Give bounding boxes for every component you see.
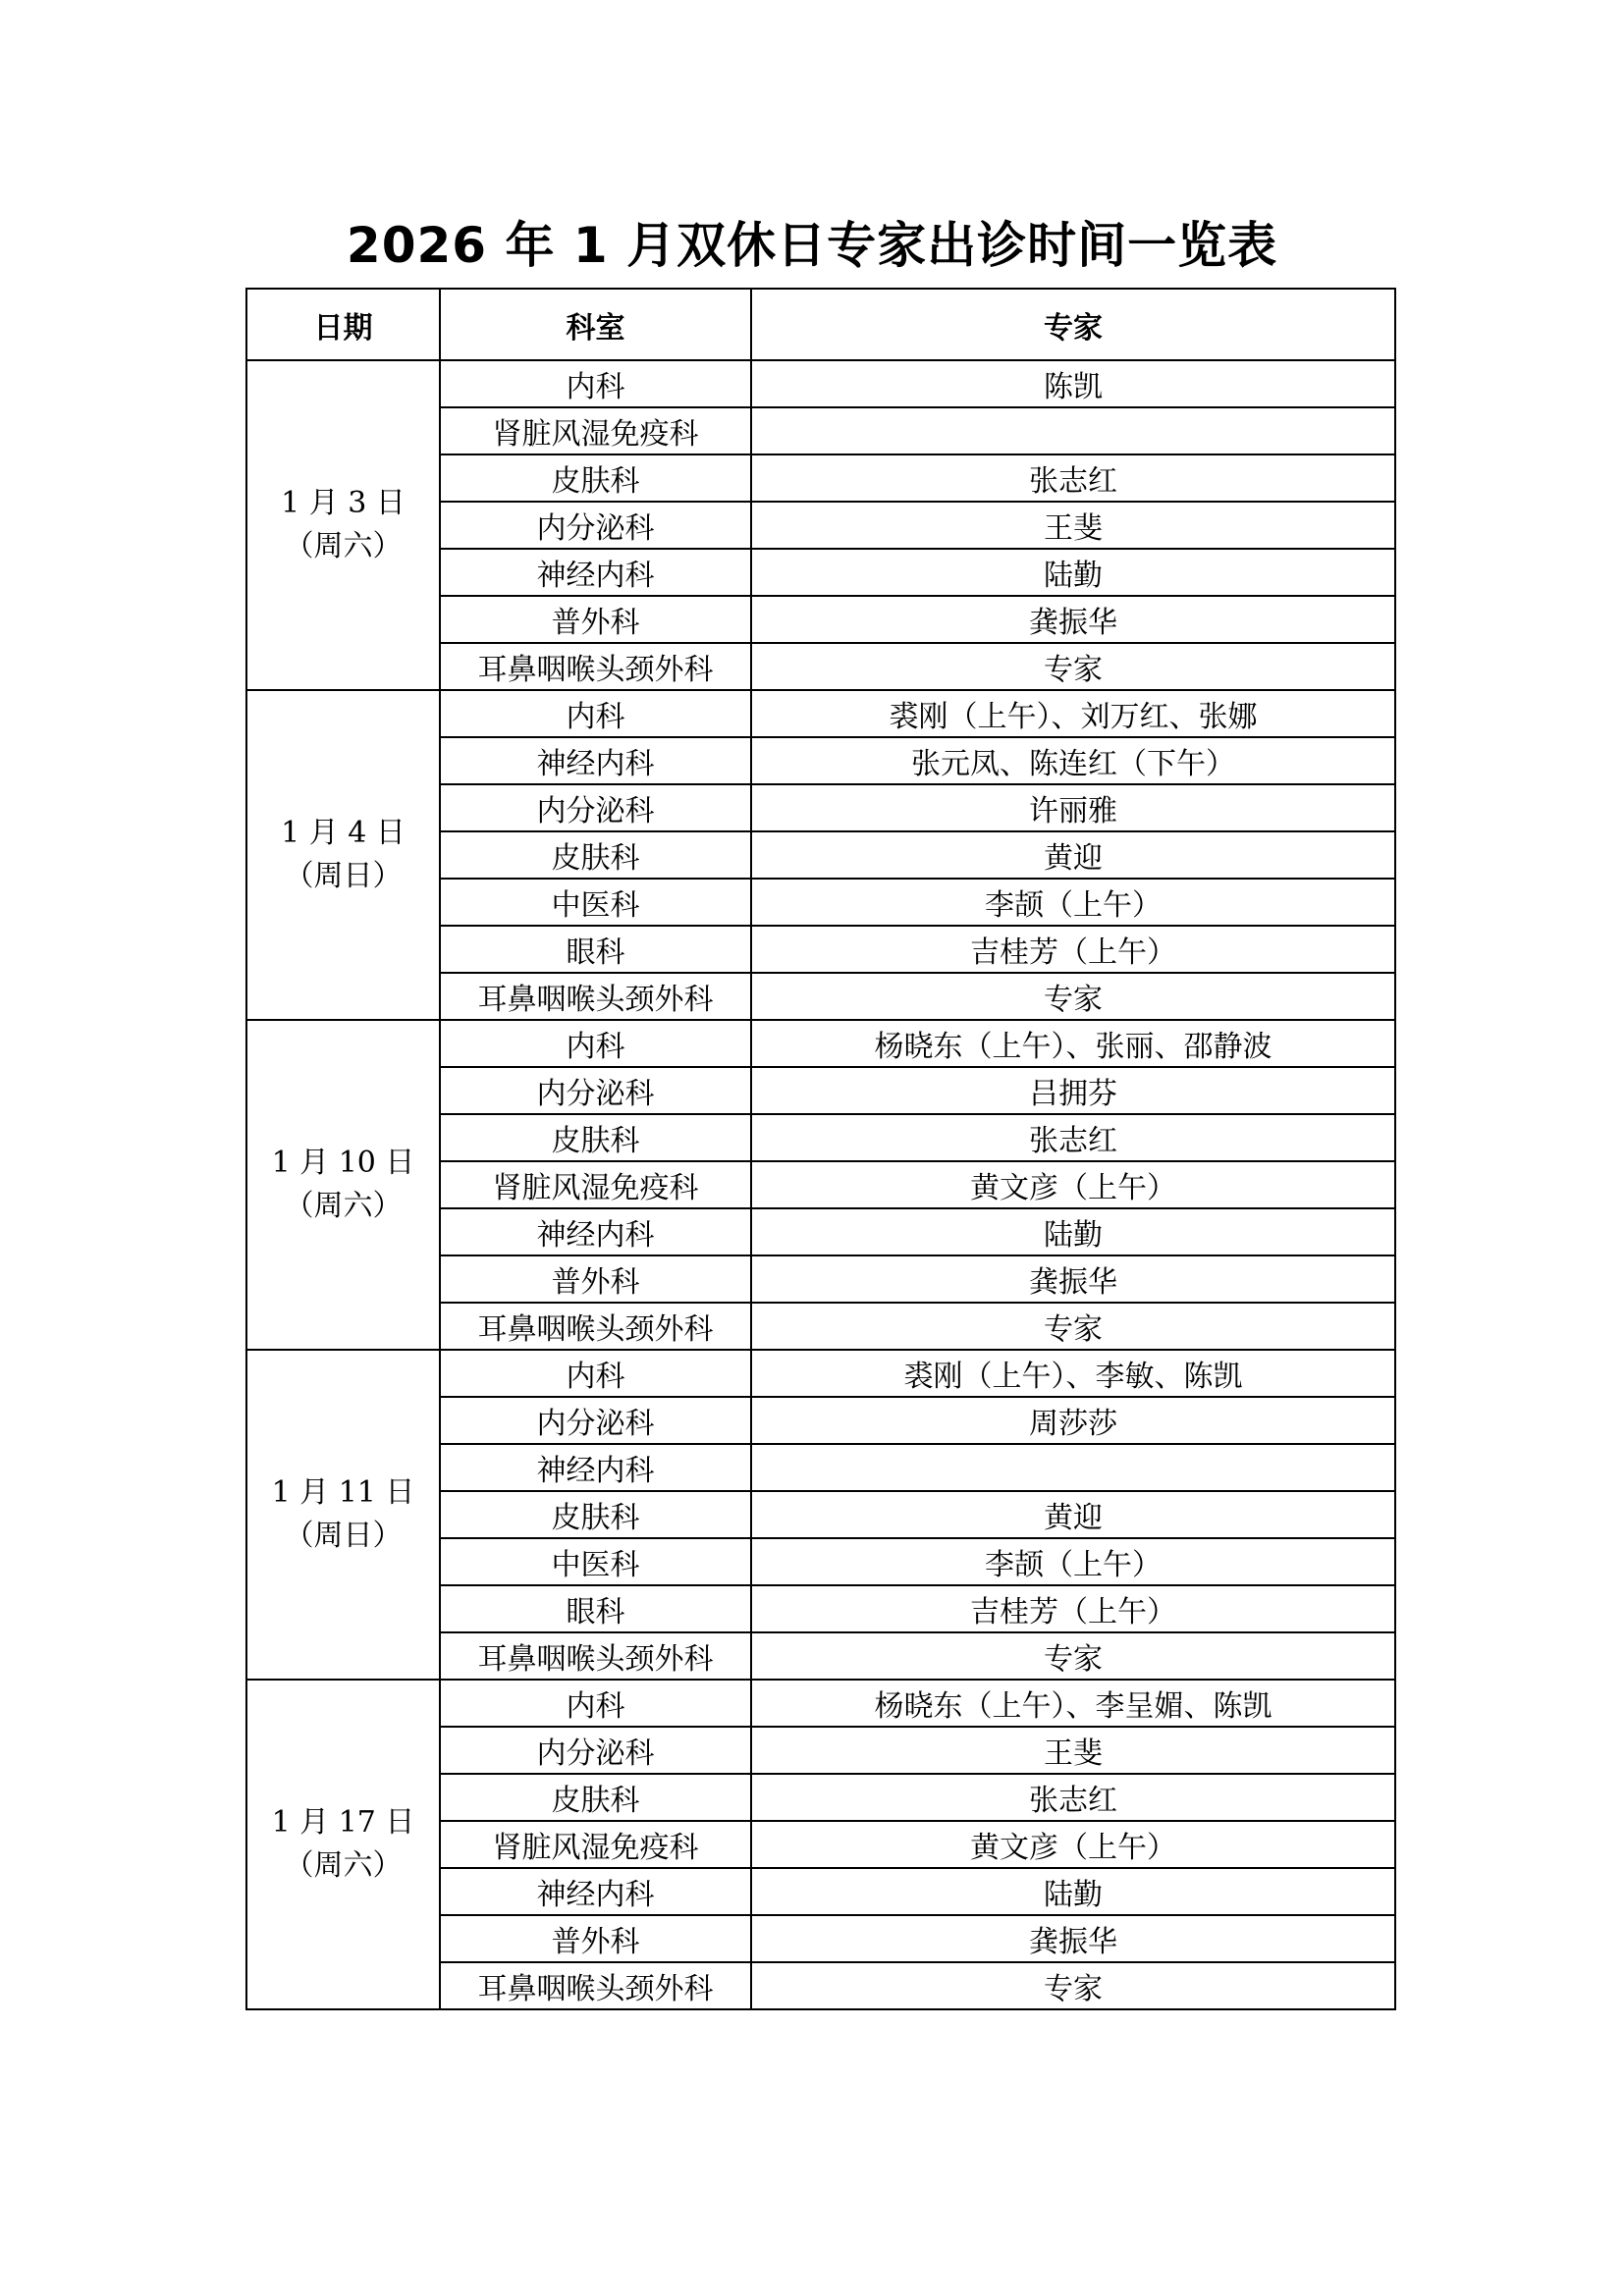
- department-cell: 皮肤科: [440, 454, 751, 502]
- expert-cell: 黄文彦（上午）: [751, 1821, 1395, 1868]
- table-row: [246, 1680, 1395, 1727]
- weekday-label: （周六）: [284, 529, 403, 563]
- table-header-row: [246, 289, 1395, 360]
- department-cell: 内分泌科: [440, 784, 751, 831]
- date-cell: [246, 1350, 440, 1680]
- expert-cell: 杨晓东（上午）、张丽、邵静波: [751, 1020, 1395, 1067]
- department-cell: 耳鼻咽喉头颈外科: [440, 1303, 751, 1350]
- department-cell: 耳鼻咽喉头颈外科: [440, 1632, 751, 1680]
- expert-cell: 吉桂芳（上午）: [751, 1585, 1395, 1632]
- department-cell: 皮肤科: [440, 831, 751, 879]
- department-cell: 神经内科: [440, 1868, 751, 1915]
- department-cell: 耳鼻咽喉头颈外科: [440, 643, 751, 690]
- department-cell: 耳鼻咽喉头颈外科: [440, 1962, 751, 2009]
- expert-cell: 龚振华: [751, 1255, 1395, 1303]
- department-cell: 眼科: [440, 926, 751, 973]
- department-cell: 中医科: [440, 879, 751, 926]
- department-cell: 神经内科: [440, 737, 751, 784]
- expert-cell: [751, 407, 1395, 454]
- expert-cell: 黄文彦（上午）: [751, 1161, 1395, 1208]
- expert-cell: 王斐: [751, 1727, 1395, 1774]
- date-label: 1 月 11 日: [271, 1475, 415, 1510]
- department-cell: 肾脏风湿免疫科: [440, 1821, 751, 1868]
- weekday-label: （周六）: [284, 1848, 403, 1883]
- expert-cell: 张元凤、陈连红（下午）: [751, 737, 1395, 784]
- department-cell: 普外科: [440, 1255, 751, 1303]
- table-row: [246, 360, 1395, 407]
- expert-cell: 吕拥芬: [751, 1067, 1395, 1114]
- expert-cell: 龚振华: [751, 1915, 1395, 1962]
- department-cell: 神经内科: [440, 1444, 751, 1491]
- table-row: [246, 1350, 1395, 1397]
- department-cell: 眼科: [440, 1585, 751, 1632]
- department-cell: 皮肤科: [440, 1491, 751, 1538]
- expert-cell: 裘刚（上午）、刘万红、张娜: [751, 690, 1395, 737]
- expert-cell: 黄迎: [751, 831, 1395, 879]
- department-cell: 内分泌科: [440, 1397, 751, 1444]
- expert-cell: 黄迎: [751, 1491, 1395, 1538]
- date-cell: [246, 690, 440, 1020]
- table-row: [246, 1020, 1395, 1067]
- department-cell: 内分泌科: [440, 502, 751, 549]
- department-cell: 内分泌科: [440, 1067, 751, 1114]
- date-cell: [246, 1020, 440, 1350]
- department-cell: 普外科: [440, 1915, 751, 1962]
- date-label: 1 月 4 日: [281, 816, 406, 850]
- date-label: 1 月 10 日: [271, 1146, 415, 1180]
- department-cell: 内科: [440, 1680, 751, 1727]
- department-cell: 肾脏风湿免疫科: [440, 407, 751, 454]
- table-row: [246, 690, 1395, 737]
- department-cell: 内科: [440, 1350, 751, 1397]
- expert-cell: 张志红: [751, 454, 1395, 502]
- expert-cell: 李颉（上午）: [751, 879, 1395, 926]
- date-label: 1 月 17 日: [271, 1805, 415, 1840]
- expert-cell: 专家: [751, 973, 1395, 1020]
- department-cell: 普外科: [440, 596, 751, 643]
- schedule-body: [246, 360, 1395, 2009]
- department-cell: 皮肤科: [440, 1114, 751, 1161]
- expert-cell: 陆勤: [751, 1868, 1395, 1915]
- expert-cell: 许丽雅: [751, 784, 1395, 831]
- expert-cell: 王斐: [751, 502, 1395, 549]
- header-department: 科室: [440, 289, 751, 360]
- department-cell: 肾脏风湿免疫科: [440, 1161, 751, 1208]
- header-expert: 专家: [751, 289, 1395, 360]
- expert-cell: 专家: [751, 643, 1395, 690]
- weekday-label: （周日）: [284, 859, 403, 893]
- expert-cell: 吉桂芳（上午）: [751, 926, 1395, 973]
- expert-cell: 专家: [751, 1632, 1395, 1680]
- department-cell: 内科: [440, 690, 751, 737]
- expert-cell: 张志红: [751, 1774, 1395, 1821]
- department-cell: 内科: [440, 360, 751, 407]
- expert-cell: [751, 1444, 1395, 1491]
- expert-cell: 专家: [751, 1962, 1395, 2009]
- expert-cell: 张志红: [751, 1114, 1395, 1161]
- expert-cell: 李颉（上午）: [751, 1538, 1395, 1585]
- expert-cell: 陆勤: [751, 549, 1395, 596]
- expert-cell: 裘刚（上午）、李敏、陈凯: [751, 1350, 1395, 1397]
- department-cell: 神经内科: [440, 549, 751, 596]
- expert-cell: 专家: [751, 1303, 1395, 1350]
- date-cell: [246, 360, 440, 690]
- expert-cell: 陆勤: [751, 1208, 1395, 1255]
- expert-cell: 周莎莎: [751, 1397, 1395, 1444]
- date-cell: [246, 1680, 440, 2009]
- department-cell: 神经内科: [440, 1208, 751, 1255]
- department-cell: 内科: [440, 1020, 751, 1067]
- expert-cell: 龚振华: [751, 596, 1395, 643]
- date-label: 1 月 3 日: [281, 486, 406, 520]
- department-cell: 中医科: [440, 1538, 751, 1585]
- weekday-label: （周日）: [284, 1519, 403, 1553]
- department-cell: 内分泌科: [440, 1727, 751, 1774]
- page-title: 2026 年 1 月双休日专家出诊时间一览表: [346, 217, 1278, 274]
- weekday-label: （周六）: [284, 1189, 403, 1223]
- schedule-table: [245, 288, 1396, 2010]
- expert-cell: 陈凯: [751, 360, 1395, 407]
- department-cell: 皮肤科: [440, 1774, 751, 1821]
- department-cell: 耳鼻咽喉头颈外科: [440, 973, 751, 1020]
- expert-cell: 杨晓东（上午）、李呈媚、陈凯: [751, 1680, 1395, 1727]
- header-date: 日期: [246, 289, 440, 360]
